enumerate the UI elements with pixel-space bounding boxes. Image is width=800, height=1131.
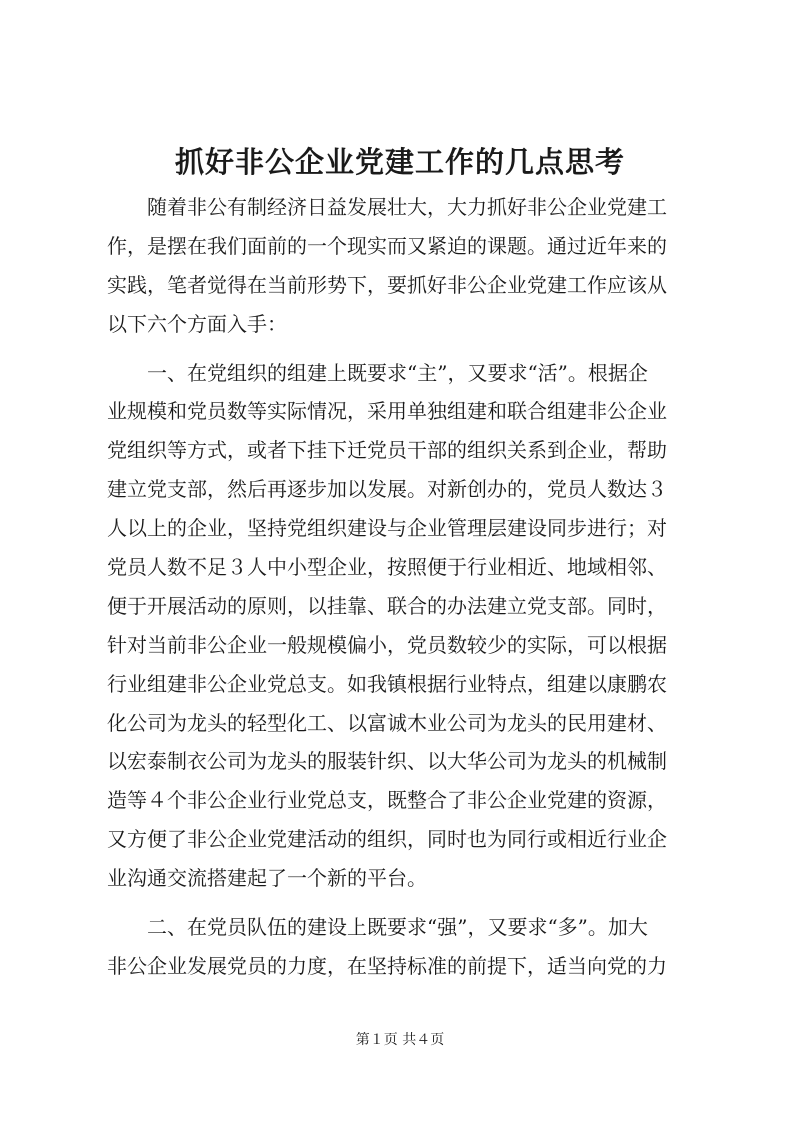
body-line: 随着非公有制经济日益发展壮大，大力抓好非公企业党建工 [107,195,667,219]
body-line: 作，是摆在我们面前的一个现实而又紧迫的课题。通过近年来的 [107,233,667,258]
body-line: 行业组建非公企业党总支。如我镇根据行业特点，组建以康鹏农 [107,671,667,696]
body-line: 以宏泰制衣公司为龙头的服装针织、以大华公司为龙头的机械制 [107,749,667,774]
body-line: 人以上的企业，坚持党组织建设与企业管理层建设同步进行；对 [107,516,667,541]
body-line: 党组织等方式，或者下挂下迁党员干部的组织关系到企业，帮助 [107,438,667,463]
body-line: 业规模和党员数等实际情况，采用单独组建和联合组建非公企业 [107,399,667,424]
body-line: 造等４个非公企业行业党总支，既整合了非公企业党建的资源， [107,788,667,813]
body-line: 便于开展活动的原则，以挂靠、联合的办法建立党支部。同时， [107,593,667,618]
document-title: 抓好非公企业党建工作的几点思考 [174,145,625,179]
page-footer: 第１页 共４页 [355,1032,445,1048]
body-line: 建立党支部，然后再逐步加以发展。对新创办的，党员人数达３ [107,477,667,502]
body-line: 化公司为龙头的轻型化工、以富诚木业公司为龙头的民用建材、 [107,710,667,735]
body-line: 非公企业发展党员的力度，在坚持标准的前提下，适当向党的力 [107,953,667,978]
body-line: 又方便了非公企业党建活动的组织，同时也为同行或相近行业企 [107,827,667,852]
body-line: 针对当前非公企业一般规模偏小，党员数较少的实际，可以根据 [107,632,667,657]
body-line: 业沟通交流搭建起了一个新的平台。 [107,866,427,891]
body-line: 实践，笔者觉得在当前形势下，要抓好非公企业党建工作应该从 [107,272,667,297]
body-line: 一、在党组织的组建上既要求“主”，又要求“活”。根据企 [107,360,648,385]
body-line: 二、在党员队伍的建设上既要求“强”，又要求“多”。加大 [107,915,648,940]
body-line: 以下六个方面入手： [107,311,287,336]
body-line: 党员人数不足３人中小型企业，按照便于行业相近、地域相邻、 [107,555,667,580]
document-body [107,188,707,986]
